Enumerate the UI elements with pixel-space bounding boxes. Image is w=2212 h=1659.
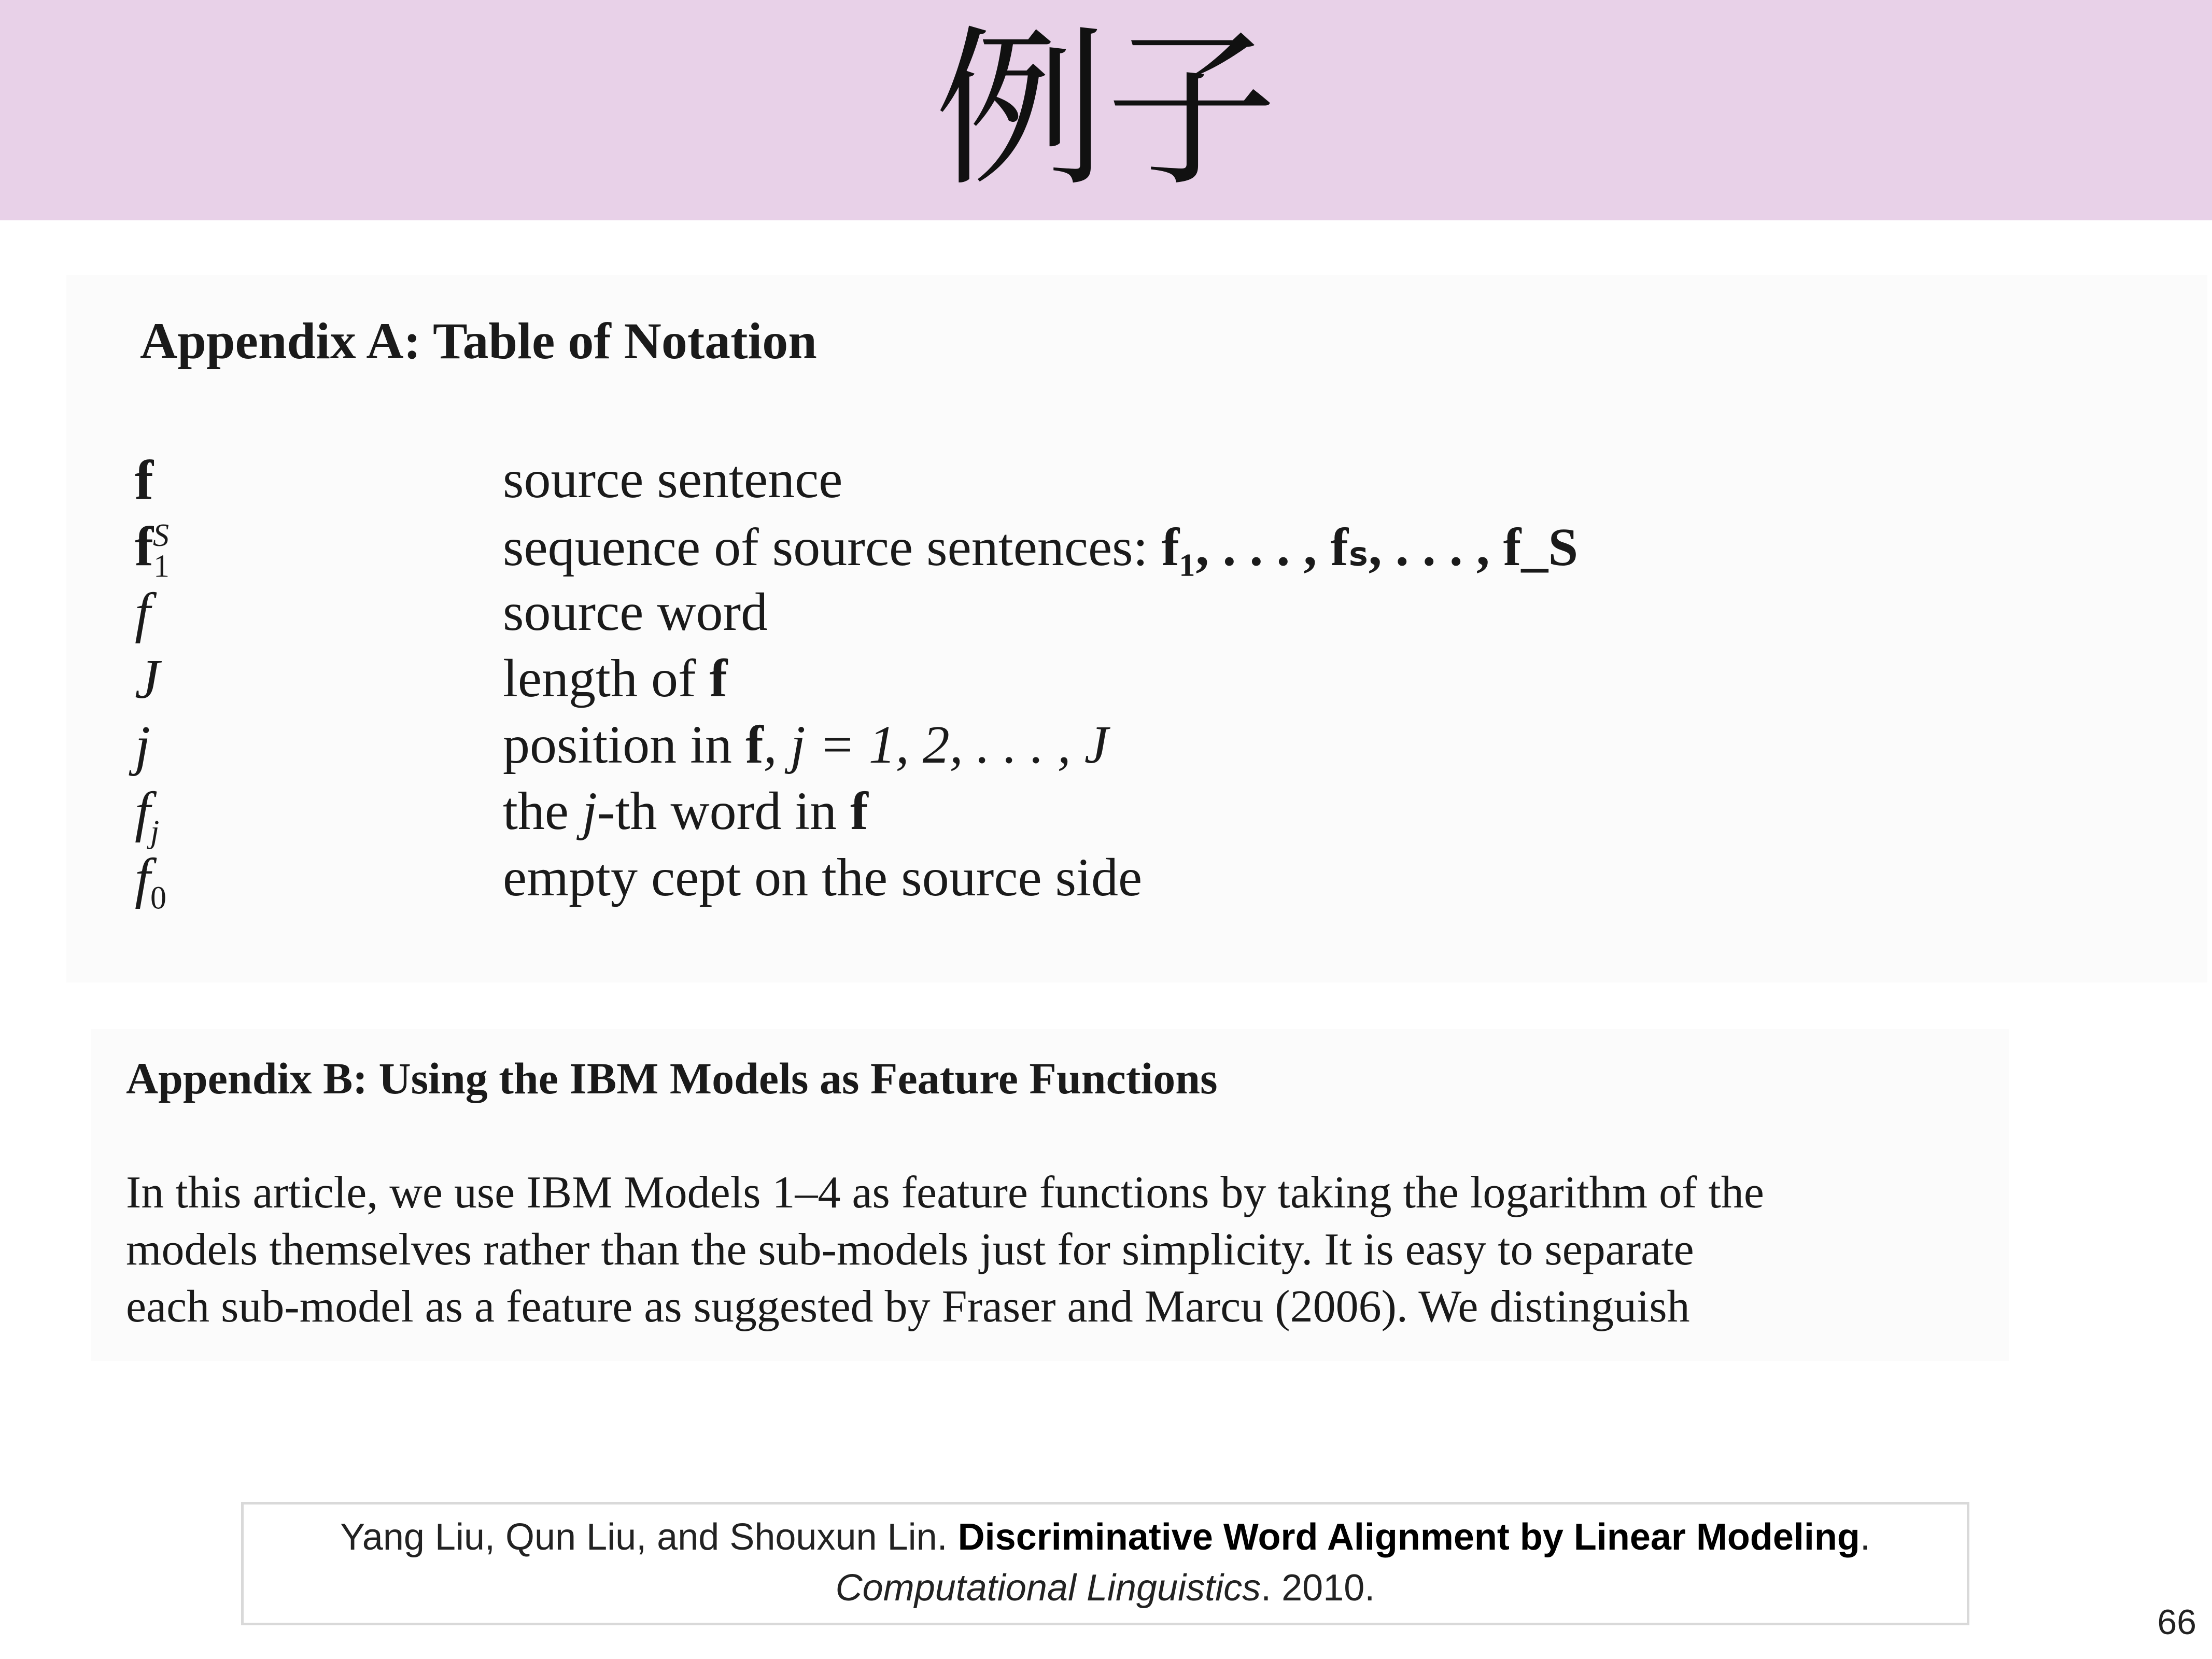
appendix-b-heading: Appendix B: Using the IBM Models as Feature Functions xyxy=(126,1053,1218,1103)
body-text-line: In this article, we use IBM Models 1–4 as feature functions by taking the logarithm of the xyxy=(126,1168,1764,1218)
notation-row xyxy=(0,714,2212,780)
notation-description: sequence of source sentences: f₁, . . . , fₛ, . . . , f_S xyxy=(503,517,1579,577)
notation-row xyxy=(0,847,2212,916)
notation-symbol: J xyxy=(135,649,160,710)
citation-line: Yang Liu, Qun Liu, and Shouxun Lin. Discriminative Word Alignment by Linear Modeling. xyxy=(340,1516,1870,1558)
notation-row xyxy=(0,648,2212,714)
citation-journal: Computational Linguistics xyxy=(835,1567,1261,1609)
page-number: 66 xyxy=(2157,1602,2196,1642)
notation-symbol: f xyxy=(135,449,153,511)
notation-symbol: j xyxy=(135,715,151,777)
notation-symbol: $f_1^S$ xyxy=(135,516,170,584)
citation-year: . 2010. xyxy=(1261,1567,1375,1609)
slide-title: 例子 xyxy=(935,10,1277,209)
notation-symbol: $f_0$ xyxy=(135,848,167,916)
notation-description: the j-th word in f xyxy=(503,781,868,841)
notation-description: source sentence xyxy=(503,449,843,509)
notation-row xyxy=(0,448,2212,515)
body-text-line: models themselves rather than the sub-models just for simplicity. It is easy to separate xyxy=(126,1225,1694,1275)
notation-description: empty cept on the source side xyxy=(503,848,1143,907)
notation-description: length of f xyxy=(503,649,728,708)
citation-authors: Yang Liu, Qun Liu, and Shouxun Lin. xyxy=(340,1516,958,1558)
notation-symbol: $f_j$ xyxy=(135,781,160,850)
notation-row xyxy=(0,780,2212,850)
citation-line xyxy=(244,1567,1967,1609)
notation-row xyxy=(0,515,2212,584)
body-text-line: each sub-model as a feature as suggested by Fraser and Marcu (2006). We distinguish xyxy=(126,1282,1690,1332)
citation-title: Discriminative Word Alignment by Linear Modeling xyxy=(957,1516,1860,1558)
notation-symbol: f xyxy=(135,582,151,644)
notation-description: position in f, j = 1, 2, . . . , J xyxy=(503,715,1108,775)
notation-description: source word xyxy=(503,582,768,642)
notation-row xyxy=(0,581,2212,648)
notation-math: f₁, . . . , fₛ, . . . , f_S xyxy=(1161,517,1579,577)
citation-box xyxy=(241,1502,1969,1625)
appendix-a-heading: Appendix A: Table of Notation xyxy=(140,312,817,370)
